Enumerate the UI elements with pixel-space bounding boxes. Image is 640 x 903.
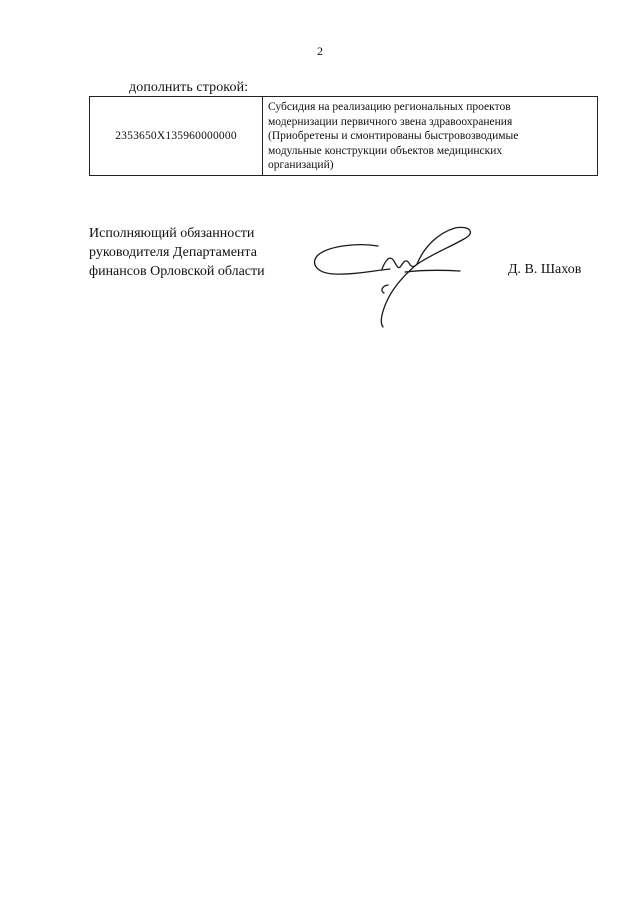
signature-stroke-tail (405, 270, 460, 272)
budget-code-cell: 2353650X135960000000 (90, 97, 263, 176)
signature-stroke-right-loop (381, 227, 470, 327)
description-cell: Субсидия на реализацию региональных проектов модернизации первичного звена здравоохранения (Приобретены и смонтированы быстровозводимые модульные конструкции объектов медицинских организаций) (263, 97, 598, 176)
signature-stroke-left-loop (315, 245, 390, 274)
signer-position: Исполняющий обязанности руководителя Департамента финансов Орловской области (89, 226, 265, 279)
table-row (90, 97, 598, 176)
signer-name: Д. В. Шахов (508, 262, 582, 277)
handwritten-signature (310, 225, 485, 330)
signature-stroke-letters (382, 258, 417, 269)
intro-text: дополнить строкой: (129, 80, 249, 95)
signature-stroke-hook (382, 285, 388, 293)
page-number: 2 (317, 44, 323, 58)
code-table (89, 96, 598, 176)
